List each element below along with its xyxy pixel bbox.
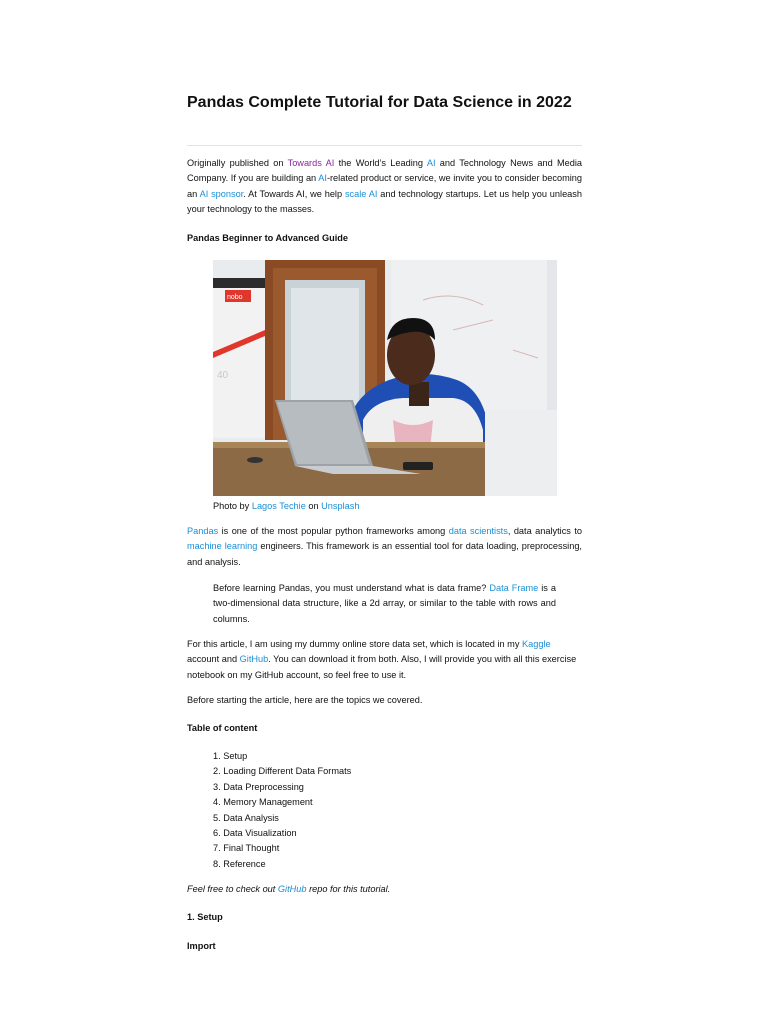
intro-text-2: the World’s Leading [334, 158, 427, 168]
article-photo [213, 260, 557, 496]
pandas-paragraph [187, 524, 582, 570]
intro-text-3: and Technology News and Media Company. If you are building an [187, 158, 583, 184]
ai-link-2[interactable]: AI [318, 173, 327, 184]
machine-learning-link[interactable]: machine learning [187, 541, 258, 552]
board-number: 40 [217, 370, 229, 381]
pandas-link[interactable]: Pandas [187, 526, 219, 536]
table-of-contents [187, 749, 582, 872]
setup-heading-text: 1. Setup [187, 912, 223, 922]
board-logo: nobo [227, 294, 243, 301]
photo-illustration [213, 260, 557, 496]
intro-text-1: Originally published on [187, 158, 288, 168]
data-scientists-link[interactable]: data scientists [448, 526, 508, 536]
dataset-paragraph [187, 637, 582, 683]
intro-text-5: . At Towards AI, we help [243, 188, 345, 199]
ai-sponsor-link[interactable]: AI sponsor [199, 188, 244, 199]
guide-subheading [187, 231, 582, 246]
toc-item: Memory Management [223, 797, 313, 808]
photo-author-link[interactable]: Lagos Techie [251, 501, 306, 511]
toc-heading [187, 721, 582, 736]
kaggle-link[interactable]: Kaggle [521, 639, 551, 649]
import-heading [187, 939, 582, 954]
intro-text-6: and technology startups. Let us help you unleash your technology to the masses. [187, 188, 582, 215]
toc-item: Data Analysis [223, 812, 279, 823]
repo-note-text-1: Feel free to check out [187, 884, 278, 894]
toc-item: Final Thought [223, 843, 280, 854]
toc-item: Setup [223, 751, 248, 761]
pandas-text-3: engineers. This framework is an essential tool for data loading, preprocessing, and analysis. [187, 541, 582, 567]
scale-ai-link[interactable]: scale AI [344, 188, 378, 199]
intro-paragraph [187, 156, 582, 218]
data-frame-link[interactable]: Data Frame [489, 583, 539, 593]
github-repo-link[interactable]: GitHub [277, 884, 307, 894]
photo-caption [213, 499, 359, 514]
topics-paragraph [187, 693, 582, 708]
dataset-text-3: . You can download it from both. Also, I will provide you with all this exercise notebook on my GitHub account, so feel free to use it. [187, 654, 577, 680]
toc-item: Data Preprocessing [223, 781, 304, 792]
repo-note-text-2: repo for this tutorial. [306, 884, 391, 894]
dataset-text-1: For this article, I am using my dummy online store data set, which is located in my [187, 639, 522, 649]
quote-text-1: Before learning Pandas, you must understand what is data frame? [213, 583, 490, 593]
unsplash-link[interactable]: Unsplash [321, 501, 360, 511]
toc-item: Loading Different Data Formats [223, 766, 352, 777]
import-heading-text: Import [187, 941, 216, 951]
guide-subheading-text: Pandas Beginner to Advanced Guide [187, 233, 348, 243]
block-quote [213, 581, 556, 627]
intro-text-4: -related product or service, we invite you to consider becoming an [187, 173, 582, 199]
section-setup-heading [187, 910, 582, 925]
ai-link[interactable]: AI [426, 158, 436, 168]
toc-list [187, 749, 582, 872]
caption-prefix: Photo by [213, 501, 252, 511]
toc-heading-text: Table of content [187, 723, 258, 733]
pandas-text-1: is one of the most popular python frameworks among [218, 526, 449, 536]
dataset-text-2: account and [187, 654, 240, 665]
toc-item: Reference [223, 858, 266, 869]
github-link[interactable]: GitHub [239, 654, 269, 665]
title-divider [187, 145, 582, 146]
article-title: Pandas Complete Tutorial for Data Science in 2022 [187, 94, 572, 111]
caption-mid: on [305, 501, 322, 511]
toc-item: Data Visualization [223, 828, 297, 839]
topics-text: Before starting the article, here are the topics we covered. [187, 695, 423, 705]
pandas-text-2: , data analytics to [507, 526, 582, 536]
quote-text-2: is a two-dimensional data structure, like a 2d array, or similar to the table with rows and columns. [213, 583, 556, 624]
repo-note [187, 882, 582, 897]
towards-ai-link[interactable]: Towards AI [287, 158, 335, 168]
